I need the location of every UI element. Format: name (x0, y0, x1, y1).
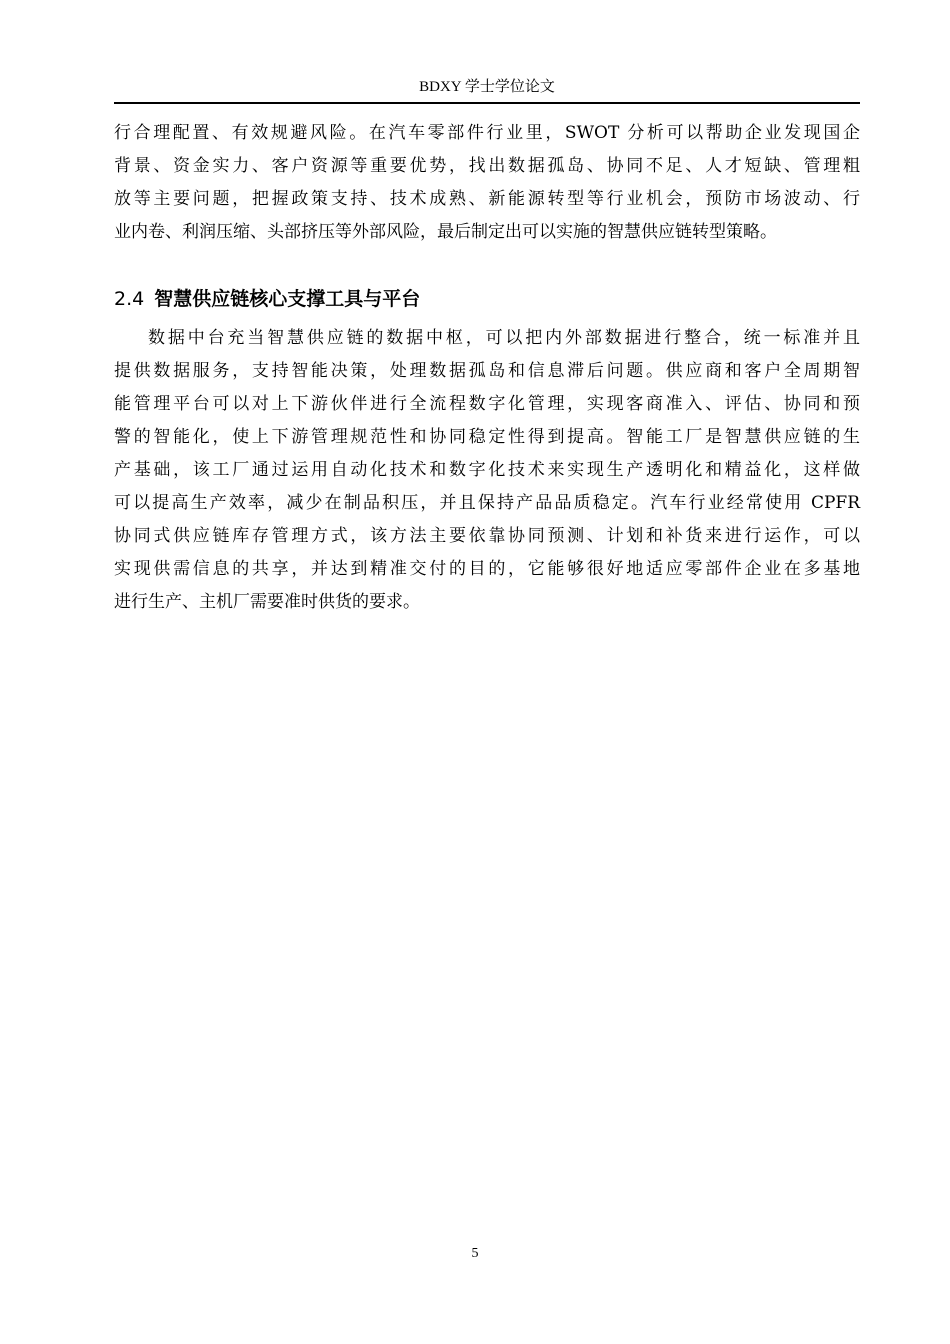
section-title: 智慧供应链核心支撑工具与平台 (154, 288, 421, 310)
text-line: 产基础，该工厂通过运用自动化技术和数字化技术来实现生产透明化和精益化，这样做 (114, 460, 860, 480)
text-line: 放等主要问题，把握政策支持、技术成熟、新能源转型等行业机会，预防市场波动、行 (114, 189, 860, 209)
text-line: 提供数据服务，支持智能决策，处理数据孤岛和信息滞后问题。供应商和客户全周期智 (114, 361, 860, 381)
text-line: 行合理配置、有效规避风险。在汽车零部件行业里，SWOT 分析可以帮助企业发现国企 (114, 123, 860, 143)
page-number: 5 (471, 1246, 479, 1261)
text-line: 能管理平台可以对上下游伙伴进行全流程数字化管理，实现客商准入、评估、协同和预 (114, 394, 860, 414)
header-title: BDXY 学士学位论文 (419, 79, 555, 95)
text-line: 背景、资金实力、客户资源等重要优势，找出数据孤岛、协同不足、人才短缺、管理粗 (114, 156, 860, 176)
text-line: 业内卷、利润压缩、头部挤压等外部风险，最后制定出可以实施的智慧供应链转型策略。 (114, 222, 777, 242)
text-line: 进行生产、主机厂需要准时供货的要求。 (114, 592, 420, 612)
text-line: 协同式供应链库存管理方式，该方法主要依靠协同预测、计划和补货来进行运作，可以 (114, 526, 860, 546)
text-line: 警的智能化，使上下游管理规范性和协同稳定性得到提高。智能工厂是智慧供应链的生 (114, 427, 860, 447)
page-header (114, 76, 860, 104)
paragraph-swot-summary (114, 117, 860, 249)
text-line: 实现供需信息的共享，并达到精准交付的目的，它能够很好地适应零部件企业在多基地 (114, 559, 860, 579)
section-heading (114, 283, 860, 315)
text-line: 数据中台充当智慧供应链的数据中枢，可以把内外部数据进行整合，统一标准并且 (148, 328, 860, 348)
section-number: 2.4 (114, 288, 145, 310)
text-line: 可以提高生产效率，减少在制品积压，并且保持产品品质稳定。汽车行业经常使用 CPFR (114, 493, 860, 513)
paragraph-platforms (114, 322, 860, 619)
